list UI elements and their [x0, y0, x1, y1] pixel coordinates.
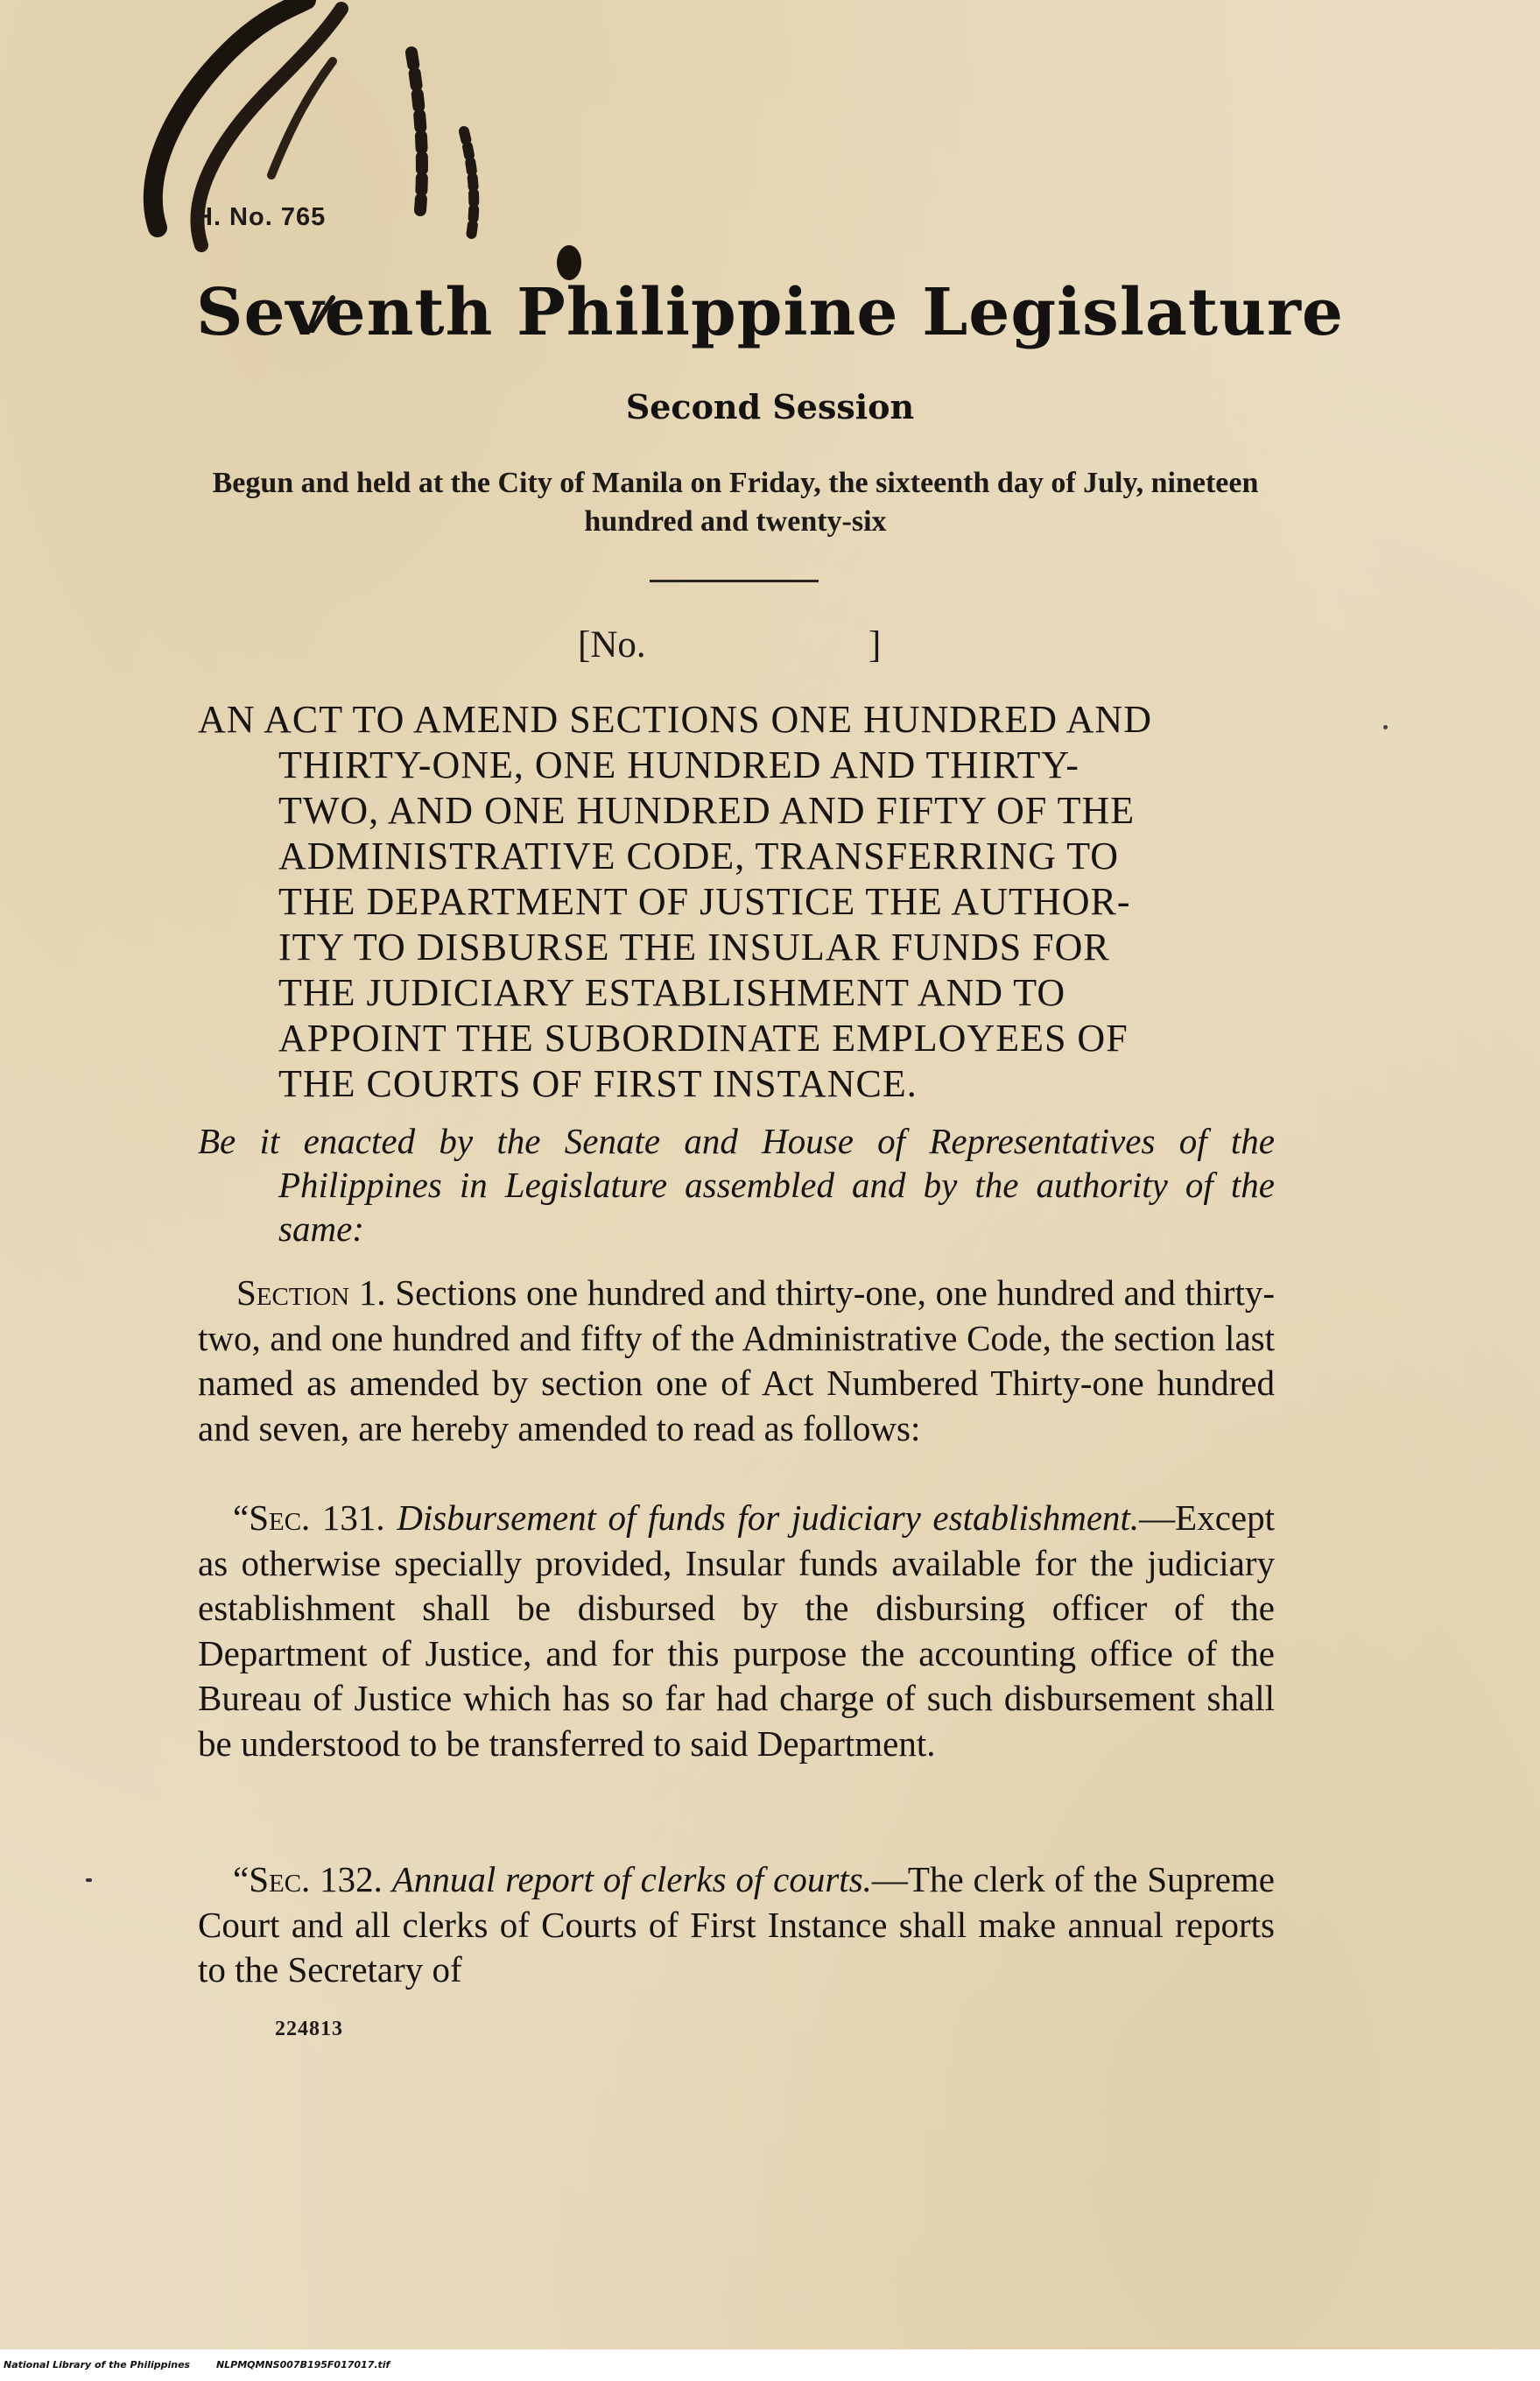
act-title-line: THE COURTS OF FIRST INSTANCE.	[278, 1062, 918, 1105]
sec-131-label: “Sec. 131.	[233, 1497, 385, 1538]
sec-131-text: —Except as otherwise specially provided, Insular funds available for the judiciary establishment shall be disbursed by the disbursing officer of the Department of Justice, and for this purpose the accounting office of the Bureau of Justice which has so far had charge of such disbursement shall be understood to be transferred to said Department.	[198, 1497, 1276, 1764]
sec-132-label: “Sec. 132.	[233, 1859, 383, 1899]
sec-131-paragraph	[198, 1496, 1275, 1766]
act-title-line: THIRTY-ONE, ONE HUNDRED AND THIRTY-	[278, 743, 1079, 786]
sec-132-paragraph	[198, 1857, 1275, 1993]
act-title-line: APPOINT THE SUBORDINATE EMPLOYEES OF	[278, 1017, 1129, 1060]
footer-library: National Library of the Philippines	[4, 2359, 191, 2370]
act-title-line: ITY TO DISBURSE THE INSULAR FUNDS FOR	[278, 926, 1110, 969]
section-1-paragraph	[198, 1271, 1275, 1451]
session-dates: Begun and held at the City of Manila on Friday, the sixteenth day of July, nineteen hundred and twenty-six	[212, 467, 1259, 538]
act-title-line: THE DEPARTMENT OF JUSTICE THE AUTHOR-	[278, 880, 1131, 923]
act-title-line: ADMINISTRATIVE CODE, TRANSFERRING TO	[278, 835, 1120, 877]
section-1-text: Sections one hundred and thirty-one, one hundred and thirty-two, and one hundred and fifty of the Administrative Code, the section last named as amended by section one of Act Numbered Thirty-one hundred and seven, are hereby amended to read as follows:	[198, 1272, 1276, 1448]
sec-132-heading: Annual report of clerks of courts.	[391, 1859, 872, 1899]
sec-132-text: —The clerk of the Supreme Court and all clerks of Courts of First Instance shall make annual reports to the Secretary of	[198, 1859, 1275, 1990]
scan-footer	[0, 2349, 1540, 2381]
margin-mark	[1383, 725, 1388, 729]
act-title-line: AN ACT TO AMEND SECTIONS ONE HUNDRED AND	[198, 698, 1152, 741]
legislature-title: Seventh Philippine Legislature	[196, 275, 1344, 350]
section-1-label: Section 1.	[236, 1272, 386, 1313]
title-divider	[650, 580, 819, 582]
print-code: 224813	[275, 2018, 343, 2040]
margin-mark	[86, 1878, 92, 1882]
act-title-line: THE JUDICIARY ESTABLISHMENT AND TO	[278, 971, 1066, 1014]
bill-number: H. No. 765	[194, 203, 327, 231]
act-number-label: [No.	[578, 624, 646, 666]
enacting-clause: Be it enacted by the Senate and House of Representatives of the Philippines in Legislature assembled and by the authority of the same:	[198, 1121, 1275, 1249]
act-title	[198, 697, 1275, 1107]
session-title: Second Session	[625, 387, 915, 426]
act-number-close: ]	[868, 624, 882, 666]
footer-file-id: NLPMQMNS007B195F017017.tif	[215, 2359, 390, 2370]
sec-131-heading: Disbursement of funds for judiciary establishment.	[397, 1497, 1140, 1538]
act-title-line: TWO, AND ONE HUNDRED AND FIFTY OF THE	[278, 789, 1136, 832]
